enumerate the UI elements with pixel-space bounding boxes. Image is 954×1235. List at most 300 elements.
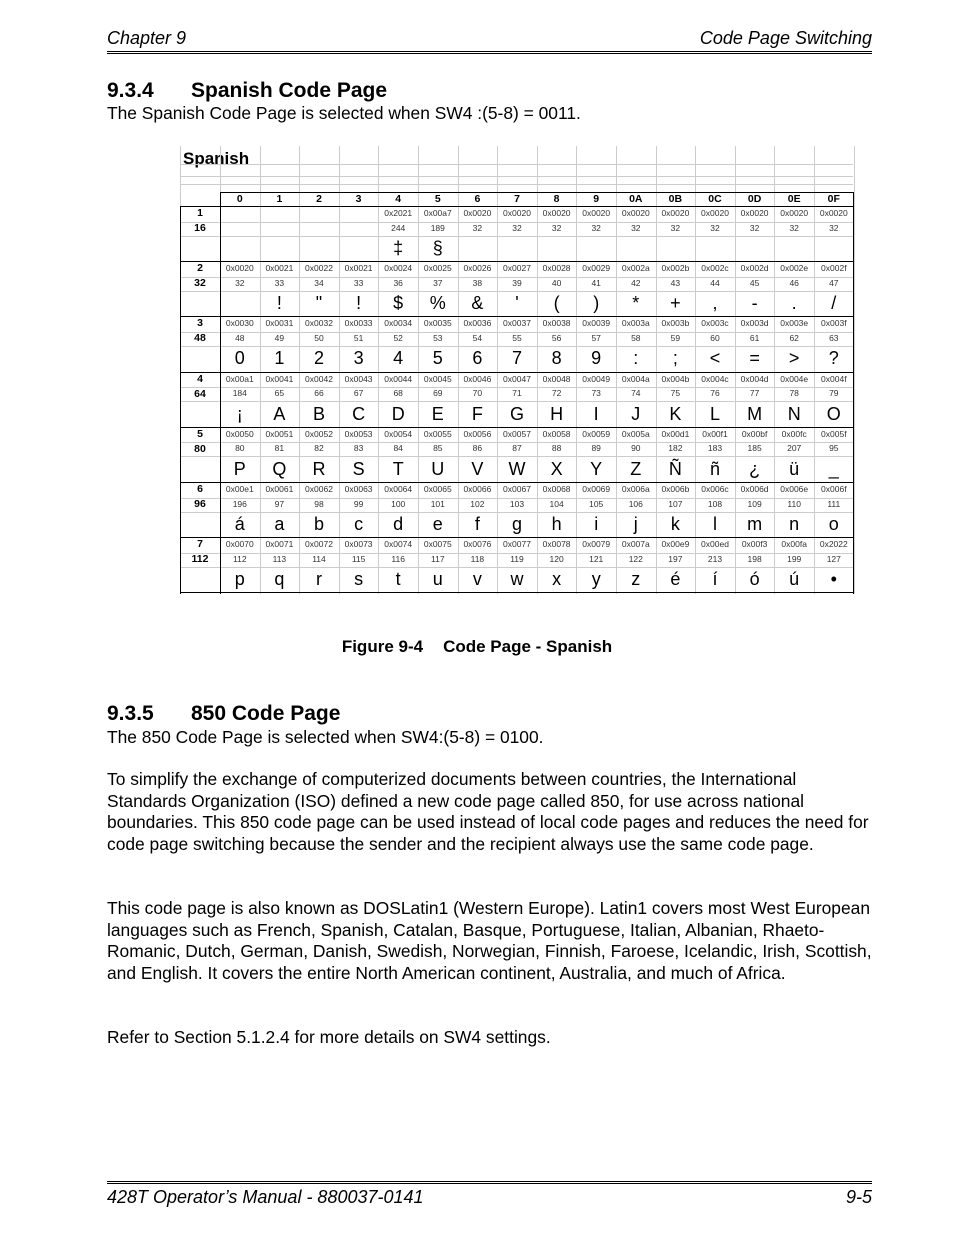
- code-glyph: s: [354, 569, 364, 590]
- code-glyph: 9: [591, 348, 602, 369]
- code-hex: 0x0020: [740, 208, 769, 218]
- code-hex: 0x0031: [265, 318, 294, 329]
- code-decimal: 207: [787, 443, 802, 454]
- code-hex: 0x0067: [503, 484, 531, 494]
- code-glyph: -: [751, 293, 758, 314]
- code-glyph: E: [431, 403, 444, 424]
- code-glyph: ): [593, 293, 600, 314]
- code-decimal: 116: [391, 553, 405, 564]
- code-hex: 0x0079: [582, 539, 611, 550]
- code-glyph: m: [747, 514, 763, 534]
- code-decimal: 32: [749, 222, 760, 233]
- code-hex: 0x005f: [821, 428, 847, 439]
- code-glyph: ñ: [709, 458, 720, 479]
- code-decimal: 73: [591, 388, 601, 399]
- code-hex: 0x006a: [621, 484, 650, 494]
- code-hex: 0x0066: [463, 484, 492, 494]
- code-decimal: 77: [749, 388, 760, 399]
- code-hex: 0x0050: [225, 428, 254, 439]
- code-hex: 0x2022: [819, 539, 848, 550]
- code-decimal: 97: [274, 498, 285, 509]
- column-header: 4: [395, 193, 402, 205]
- code-decimal: 85: [433, 443, 443, 454]
- code-hex: 0x0072: [305, 539, 333, 550]
- code-glyph: C: [352, 403, 366, 424]
- page-number: 9-5: [845, 1187, 872, 1207]
- code-glyph: 8: [551, 348, 562, 369]
- code-hex: 0x00a7: [423, 208, 452, 218]
- code-glyph: W: [508, 458, 526, 479]
- chapter-title: Code Page Switching: [699, 28, 872, 48]
- code-glyph: o: [828, 514, 839, 534]
- code-decimal: 65: [274, 388, 285, 399]
- section-text: The Spanish Code Page is selected when SW4 :(5-8) = 0011.: [107, 103, 581, 123]
- code-hex: 0x0041: [265, 373, 294, 384]
- code-decimal: 49: [274, 332, 285, 343]
- code-decimal: 75: [670, 388, 681, 399]
- code-decimal: 44: [710, 277, 720, 288]
- code-decimal: 105: [589, 498, 604, 509]
- code-glyph: l: [712, 514, 717, 534]
- section-title: Spanish Code Page: [191, 79, 388, 102]
- code-hex: 0x00ed: [701, 539, 729, 550]
- code-decimal: 185: [747, 443, 762, 454]
- code-decimal: 114: [312, 553, 326, 564]
- code-hex: 0x0078: [542, 539, 571, 550]
- code-decimal: 197: [668, 553, 683, 564]
- code-hex: 0x002f: [821, 263, 847, 274]
- code-glyph: i: [594, 514, 599, 534]
- code-hex: 0x0020: [503, 208, 531, 218]
- code-hex: 0x0051: [265, 428, 294, 439]
- row-label: 32: [194, 277, 206, 290]
- code-glyph: n: [789, 514, 800, 534]
- code-decimal: 98: [314, 498, 324, 509]
- code-hex: 0x0065: [423, 484, 452, 494]
- code-decimal: 84: [393, 443, 403, 454]
- code-hex: 0x0020: [225, 263, 254, 274]
- manual-title: 428T Operator’s Manual - 880037-0141: [107, 1187, 424, 1207]
- column-header: 3: [355, 193, 362, 205]
- code-hex: 0x0042: [305, 373, 333, 384]
- code-decimal: 55: [512, 332, 522, 343]
- code-glyph: ?: [828, 348, 839, 369]
- code-decimal: 79: [829, 388, 839, 399]
- code-glyph: z: [631, 569, 641, 590]
- grid-line: [180, 401, 853, 402]
- code-hex: 0x0077: [503, 539, 531, 550]
- code-decimal: 244: [391, 222, 406, 233]
- code-decimal: 59: [670, 332, 681, 343]
- code-hex: 0x0039: [582, 318, 611, 329]
- code-hex: 0x0020: [463, 208, 492, 218]
- code-hex: 0x0076: [463, 539, 492, 550]
- code-decimal: 121: [589, 553, 604, 564]
- code-decimal: 62: [789, 332, 799, 343]
- code-glyph: B: [312, 403, 325, 424]
- code-decimal: 63: [829, 332, 839, 343]
- code-decimal: 32: [631, 222, 641, 233]
- code-hex: 0x0053: [344, 428, 373, 439]
- code-decimal: 32: [829, 222, 839, 233]
- code-decimal: 39: [512, 277, 522, 288]
- code-glyph: F: [471, 403, 483, 424]
- code-glyph: K: [669, 403, 682, 424]
- section-heading-850: [107, 702, 340, 726]
- code-decimal: 56: [551, 332, 562, 343]
- table-border: [180, 427, 853, 428]
- code-decimal: 42: [631, 277, 641, 288]
- code-glyph: v: [472, 569, 482, 590]
- code-glyph: §: [432, 238, 443, 258]
- code-glyph: é: [670, 569, 681, 590]
- code-hex: 0x005a: [621, 428, 650, 439]
- code-glyph: p: [234, 569, 245, 590]
- code-decimal: 117: [431, 553, 445, 564]
- code-hex: 0x003b: [661, 318, 690, 329]
- code-hex: 0x00f3: [741, 539, 768, 550]
- code-glyph: t: [395, 569, 401, 590]
- code-decimal: 90: [631, 443, 641, 454]
- code-hex: 0x00fa: [781, 539, 807, 550]
- code-glyph: X: [550, 458, 563, 479]
- code-decimal: 112: [233, 553, 247, 564]
- code-decimal: 122: [628, 553, 643, 564]
- code-hex: 0x007a: [621, 539, 650, 550]
- code-hex: 0x0037: [503, 318, 531, 329]
- code-hex: 0x002b: [661, 263, 690, 274]
- code-decimal: 53: [433, 332, 443, 343]
- code-hex: 0x004c: [701, 373, 729, 384]
- row-label: 2: [197, 262, 203, 275]
- code-decimal: 196: [232, 498, 247, 509]
- column-header: 7: [514, 193, 520, 205]
- code-hex: 0x0020: [819, 208, 848, 218]
- code-glyph: P: [233, 458, 246, 479]
- code-glyph: ¡: [236, 403, 243, 424]
- code-hex: 0x0033: [344, 318, 373, 329]
- row-label: 96: [194, 498, 206, 510]
- table-title: Spanish: [183, 149, 250, 168]
- code-decimal: 119: [510, 553, 524, 564]
- code-glyph: q: [274, 569, 285, 590]
- grid-line: [180, 456, 853, 457]
- code-hex: 0x003a: [621, 318, 650, 329]
- code-decimal: 83: [353, 443, 364, 454]
- code-hex: 0x0027: [503, 263, 531, 274]
- code-decimal: 183: [707, 443, 723, 454]
- code-hex: 0x0073: [344, 539, 373, 550]
- code-hex: 0x0075: [423, 539, 452, 550]
- code-decimal: 32: [472, 222, 483, 233]
- code-decimal: 101: [430, 498, 445, 509]
- code-hex: 0x0034: [384, 318, 413, 329]
- column-header: 0E: [787, 193, 801, 205]
- section-heading-spanish: [107, 79, 387, 103]
- code-glyph: ": [315, 293, 323, 314]
- row-label: 6: [197, 483, 203, 495]
- code-glyph: 7: [511, 348, 522, 369]
- footer-rule: [107, 1181, 872, 1184]
- code-glyph: k: [670, 514, 680, 534]
- code-hex: 0x00e9: [661, 539, 690, 550]
- code-decimal: 102: [470, 498, 485, 509]
- code-glyph: a: [274, 514, 285, 534]
- code-glyph: U: [431, 458, 445, 479]
- code-glyph: Ñ: [668, 458, 682, 479]
- code-decimal: 51: [353, 332, 364, 343]
- code-hex: 0x0021: [344, 263, 373, 274]
- code-glyph: h: [551, 514, 562, 534]
- column-header: 0A: [629, 193, 643, 205]
- row-label: 64: [194, 387, 206, 400]
- code-hex: 0x00e1: [225, 484, 254, 494]
- code-decimal: 72: [551, 388, 562, 399]
- code-glyph: L: [709, 403, 720, 424]
- code-hex: 0x003e: [780, 318, 809, 329]
- code-glyph: f: [474, 514, 480, 534]
- code-decimal: 76: [710, 388, 720, 399]
- code-hex: 0x006c: [701, 484, 729, 494]
- code-hex: 0x003d: [740, 318, 769, 329]
- code-glyph: N: [787, 403, 801, 424]
- code-glyph: x: [552, 569, 562, 590]
- code-glyph: 0: [234, 348, 245, 369]
- code-glyph: /: [831, 293, 837, 314]
- code-hex: 0x003c: [701, 318, 729, 329]
- code-decimal: 78: [789, 388, 799, 399]
- table-border: [180, 592, 853, 593]
- code-decimal: 127: [826, 553, 841, 564]
- code-glyph: y: [591, 569, 601, 590]
- code-hex: 0x0035: [423, 318, 452, 329]
- code-decimal: 198: [747, 553, 762, 564]
- code-glyph: Y: [590, 458, 603, 479]
- code-decimal: 110: [787, 498, 801, 509]
- code-hex: 0x0068: [542, 484, 571, 494]
- code-decimal: 108: [707, 498, 723, 509]
- code-glyph: ó: [749, 569, 760, 590]
- table-border: [180, 261, 853, 262]
- code-glyph: +: [670, 293, 681, 314]
- paragraph: This code page is also known as DOSLatin1 (Western Europe). Latin1 covers most West European languages such as French, Spanish, Catalan, Basque, Portuguese, Italian, Albanian, Rhaeto-Romanic, Dutch, German, Danish, Swedish, Norwegian, Finnish, Faroese, Icelandic, Irish, Scottish, and English. It covers the entire North American continent, Australia, and much of Africa.: [107, 898, 872, 983]
- code-decimal: 34: [314, 277, 324, 288]
- code-hex: 0x0069: [582, 484, 611, 494]
- header-rule: [107, 51, 872, 54]
- code-decimal: 38: [472, 277, 483, 288]
- code-hex: 0x0030: [225, 318, 254, 329]
- code-decimal: 36: [393, 277, 403, 288]
- code-decimal: 54: [472, 332, 483, 343]
- code-hex: 0x0020: [621, 208, 650, 218]
- code-hex: 0x0024: [384, 263, 413, 274]
- code-decimal: 106: [628, 498, 643, 509]
- code-hex: 0x0070: [225, 539, 254, 550]
- paragraph: Refer to Section 5.1.2.4 for more details on SW4 settings.: [107, 1027, 551, 1047]
- row-label: 48: [194, 332, 206, 345]
- section-text: The 850 Code Page is selected when SW4:(5-8) = 0100.: [107, 727, 544, 747]
- code-hex: 0x0059: [582, 428, 611, 439]
- code-decimal: 32: [670, 222, 681, 233]
- code-hex: 0x0054: [384, 428, 413, 439]
- code-decimal: 89: [591, 443, 601, 454]
- table-border: [180, 316, 853, 317]
- row-label: 4: [197, 372, 203, 385]
- code-glyph: <: [709, 348, 721, 369]
- code-glyph: c: [354, 514, 364, 534]
- code-glyph: V: [471, 458, 484, 479]
- code-decimal: 70: [472, 388, 483, 399]
- code-decimal: 57: [591, 332, 601, 343]
- code-decimal: 111: [827, 498, 841, 509]
- code-decimal: 45: [749, 277, 760, 288]
- column-header: 0D: [747, 193, 762, 205]
- code-glyph: :: [633, 348, 639, 369]
- code-hex: 0x004b: [661, 373, 690, 384]
- code-hex: 0x0055: [423, 428, 452, 439]
- code-glyph: Z: [630, 458, 642, 479]
- code-hex: 0x00d1: [661, 428, 690, 439]
- column-header: 5: [434, 193, 441, 205]
- code-decimal: 32: [789, 222, 799, 233]
- code-glyph: H: [550, 403, 564, 424]
- code-glyph: J: [631, 403, 641, 424]
- grid-line: [180, 236, 853, 237]
- code-decimal: 66: [314, 388, 324, 399]
- code-glyph: ¿: [749, 458, 761, 479]
- grid-line: [180, 176, 853, 177]
- row-label: 3: [197, 317, 203, 330]
- code-glyph: ': [515, 293, 519, 314]
- column-header: 1: [276, 193, 283, 205]
- code-glyph: !: [356, 293, 362, 314]
- code-decimal: 46: [789, 277, 799, 288]
- table-border: [180, 372, 853, 373]
- row-label: 16: [194, 222, 206, 234]
- code-decimal: 86: [472, 443, 483, 454]
- code-hex: 0x006d: [740, 484, 769, 494]
- code-hex: 0x0064: [384, 484, 413, 494]
- code-decimal: 80: [235, 443, 245, 454]
- row-label: 5: [197, 427, 203, 440]
- code-decimal: 103: [509, 498, 525, 509]
- code-hex: 0x0056: [463, 428, 492, 439]
- code-decimal: 189: [430, 222, 445, 233]
- row-label: 112: [191, 553, 209, 566]
- code-glyph: u: [432, 569, 443, 590]
- code-hex: 0x0062: [305, 484, 333, 494]
- code-glyph: D: [391, 403, 405, 424]
- code-glyph: !: [276, 293, 282, 314]
- code-decimal: 71: [512, 388, 522, 399]
- column-header: 0: [236, 193, 243, 205]
- code-hex: 0x0047: [503, 373, 531, 384]
- code-decimal: 99: [353, 498, 364, 509]
- code-glyph: ú: [789, 569, 800, 590]
- code-hex: 0x0052: [305, 428, 333, 439]
- code-hex: 0x2021: [384, 208, 413, 218]
- column-header: 0C: [708, 193, 722, 205]
- code-hex: 0x004a: [621, 373, 650, 384]
- code-decimal: 52: [393, 332, 403, 343]
- column-header: 0B: [668, 193, 683, 205]
- code-glyph: T: [392, 458, 404, 479]
- code-hex: 0x0020: [780, 208, 809, 218]
- code-decimal: 60: [710, 332, 720, 343]
- code-decimal: 43: [670, 277, 681, 288]
- code-decimal: 68: [393, 388, 403, 399]
- column-header: 8: [553, 193, 560, 205]
- code-decimal: 74: [631, 388, 641, 399]
- spanish-code-page-table: [180, 146, 853, 594]
- code-glyph: *: [632, 293, 640, 314]
- code-decimal: 32: [235, 277, 245, 288]
- code-decimal: 82: [314, 443, 324, 454]
- code-glyph: d: [393, 514, 404, 534]
- code-hex: 0x002e: [780, 263, 809, 274]
- grid-line: [180, 512, 853, 513]
- table-border: [180, 206, 853, 207]
- code-hex: 0x00a1: [225, 373, 254, 384]
- code-hex: 0x0061: [265, 484, 294, 494]
- grid-line: [180, 184, 853, 185]
- figure-number: Figure 9-4: [341, 637, 424, 656]
- code-glyph: >: [788, 348, 800, 369]
- code-glyph: •: [830, 569, 837, 590]
- code-hex: 0x0032: [305, 318, 333, 329]
- code-hex: 0x006b: [661, 484, 690, 494]
- code-decimal: 32: [591, 222, 601, 233]
- figure-title: Code Page - Spanish: [443, 637, 613, 656]
- code-glyph: _: [828, 458, 839, 479]
- code-glyph: I: [593, 403, 599, 424]
- code-hex: 0x0029: [582, 263, 611, 274]
- code-hex: 0x003f: [821, 318, 847, 329]
- code-glyph: ‡: [393, 238, 404, 258]
- code-hex: 0x006f: [821, 484, 847, 494]
- code-hex: 0x0020: [582, 208, 611, 218]
- code-decimal: 67: [353, 388, 364, 399]
- code-decimal: 104: [549, 498, 564, 509]
- code-decimal: 47: [829, 277, 839, 288]
- code-hex: 0x0020: [542, 208, 571, 218]
- code-hex: 0x0028: [542, 263, 571, 274]
- row-label: 7: [197, 538, 203, 551]
- code-glyph: $: [393, 293, 404, 314]
- code-hex: 0x0074: [384, 539, 413, 550]
- code-decimal: 182: [668, 443, 683, 454]
- code-glyph: O: [826, 403, 841, 424]
- code-decimal: 115: [351, 553, 366, 564]
- code-hex: 0x004e: [780, 373, 809, 384]
- code-decimal: 184: [232, 388, 247, 399]
- code-decimal: 107: [668, 498, 683, 509]
- code-glyph: b: [313, 514, 324, 534]
- chapter-label: Chapter 9: [107, 28, 187, 48]
- grid-line: [180, 567, 853, 568]
- code-glyph: S: [352, 458, 365, 479]
- code-hex: 0x006e: [780, 484, 809, 494]
- code-hex: 0x0026: [463, 263, 492, 274]
- column-header: 6: [474, 193, 481, 205]
- code-glyph: 5: [432, 348, 443, 369]
- code-hex: 0x0020: [701, 208, 729, 218]
- code-decimal: 109: [747, 498, 762, 509]
- code-glyph: ;: [672, 348, 678, 369]
- code-hex: 0x0048: [542, 373, 571, 384]
- section-number: 9.3.4: [107, 79, 154, 102]
- code-decimal: 118: [470, 553, 485, 564]
